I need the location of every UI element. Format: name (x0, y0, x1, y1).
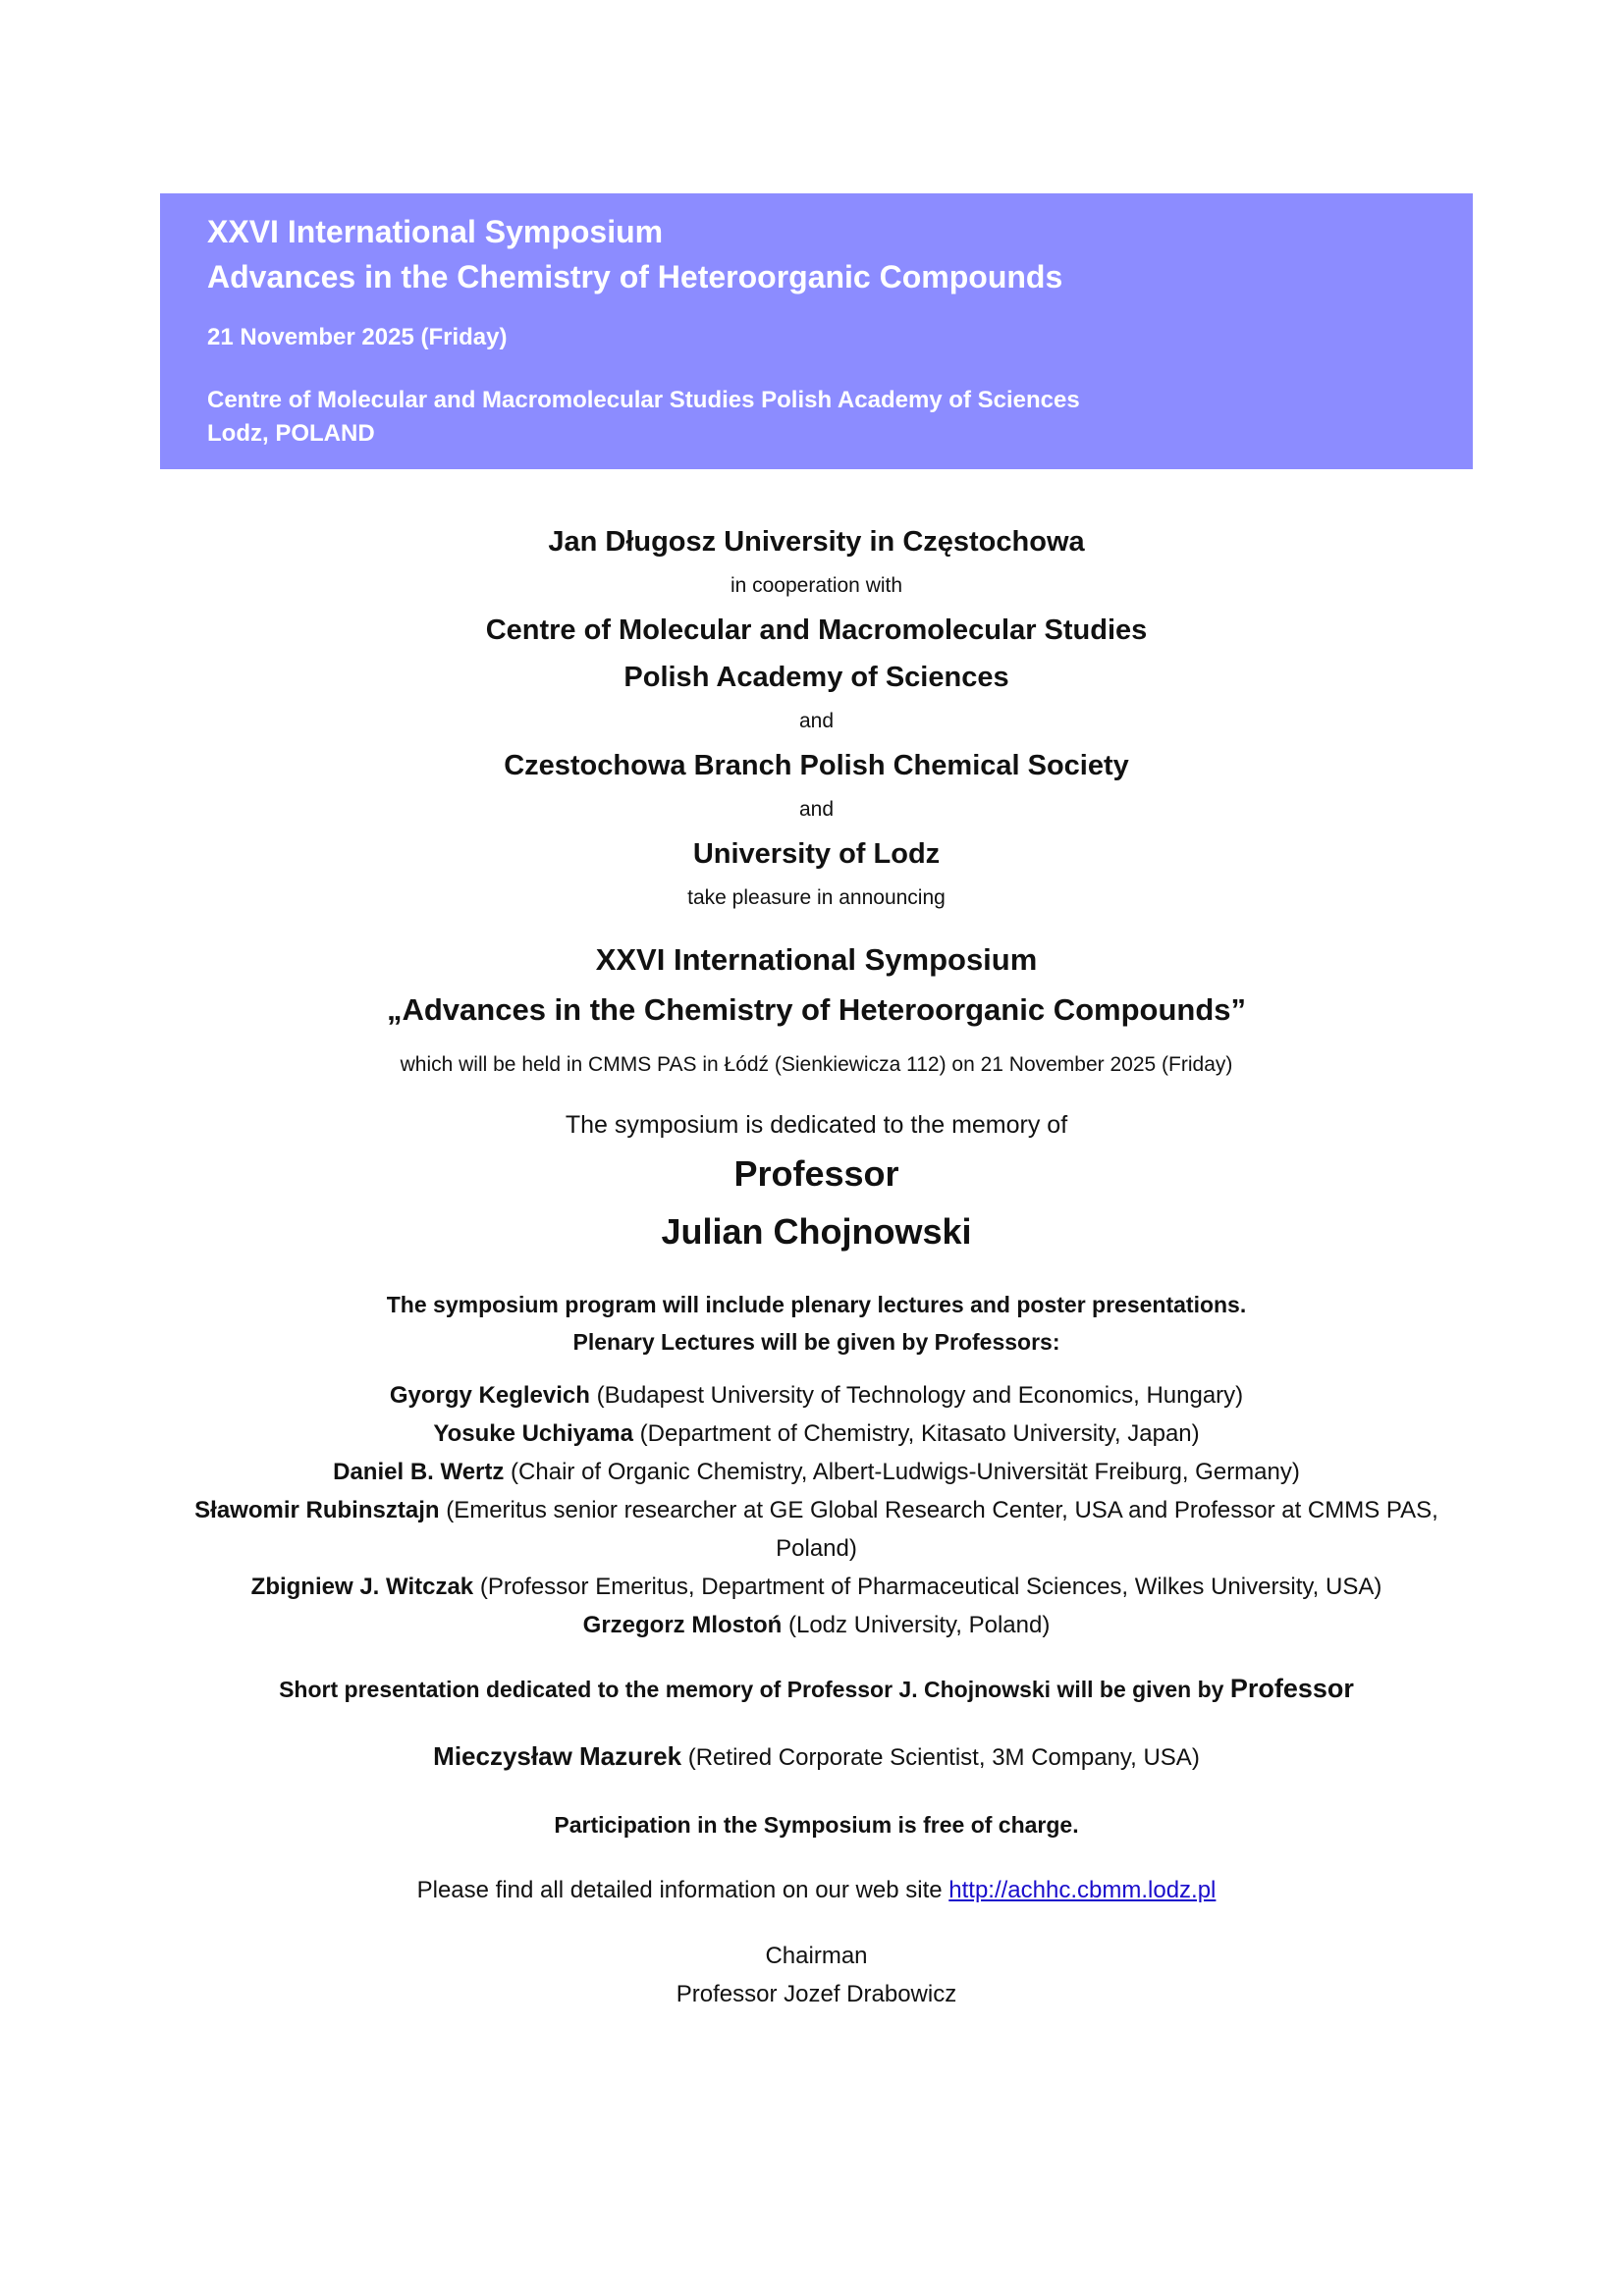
chairman-name: Professor Jozef Drabowicz (676, 1981, 957, 2007)
lecturer-item (160, 1606, 1473, 1644)
lecturer-affiliation: (Emeritus senior researcher at GE Global Research Center, USA and Professor at CMMS PAS, Poland) (439, 1497, 1438, 1562)
banner-title-line2: Advances in the Chemistry of Heteroorganic Compounds (207, 259, 1063, 294)
lecturer-name: Zbigniew J. Witczak (250, 1574, 474, 1600)
header-banner (160, 193, 1473, 469)
banner-venue-line2: Lodz, POLAND (207, 420, 375, 447)
short-presentation-title: Professor (1229, 1674, 1354, 1703)
organizer-2-line1: Centre of Molecular and Macromolecular Studies (485, 614, 1148, 646)
lecturer-affiliation: (Lodz University, Poland) (782, 1612, 1051, 1638)
speaker-affiliation: (Retired Corporate Scientist, 3M Company, USA) (681, 1744, 1200, 1771)
lecturer-item (160, 1491, 1473, 1568)
organizer-1: Jan Długosz University in Częstochowa (548, 526, 1085, 558)
website-text: Please find all detailed information on our web site (416, 1877, 949, 1903)
banner-title-line1: XXVI International Symposium (207, 214, 664, 249)
website-info (160, 1871, 1473, 1909)
short-presentation-speaker (160, 1737, 1473, 1777)
dedication-title: Professor (733, 1153, 899, 1194)
organizer-2-line2: Polish Academy of Sciences (623, 662, 1009, 693)
announcement-body (160, 518, 1473, 2013)
symposium-title-line1: XXVI International Symposium (595, 942, 1038, 977)
organizer-4: University of Lodz (692, 838, 941, 870)
lecturer-item (160, 1568, 1473, 1606)
and-text-2: and (798, 798, 835, 821)
lecturer-name: Grzegorz Mlostoń (582, 1612, 783, 1638)
lecturer-list (160, 1376, 1473, 1644)
program-line2: Plenary Lectures will be given by Professors: (572, 1329, 1060, 1355)
free-participation-text: Participation in the Symposium is free of charge. (554, 1812, 1079, 1838)
short-presentation-desc: Short presentation dedicated to the memory of Professor J. Chojnowski will be given by (279, 1677, 1224, 1702)
and-text-1: and (798, 710, 835, 732)
lecturer-affiliation: (Budapest University of Technology and Economics, Hungary) (589, 1382, 1244, 1409)
organizer-3: Czestochowa Branch Polish Chemical Society (504, 750, 1129, 781)
dedication-name: Julian Chojnowski (661, 1211, 972, 1252)
lecturer-name: Daniel B. Wertz (333, 1459, 505, 1485)
announce-text: take pleasure in announcing (687, 886, 946, 909)
short-presentation-text (160, 1670, 1473, 1708)
lecturer-name: Yosuke Uchiyama (433, 1420, 633, 1447)
lecturer-item (160, 1415, 1473, 1453)
lecturer-affiliation: (Professor Emeritus, Department of Pharmaceutical Sciences, Wilkes University, USA) (473, 1574, 1382, 1600)
lecturer-name: Gyorgy Keglevich (389, 1382, 590, 1409)
banner-date: 21 November 2025 (Friday) (207, 324, 508, 350)
banner-venue (207, 384, 1473, 451)
chairman-block (160, 1937, 1473, 2013)
lecturer-item (160, 1453, 1473, 1491)
banner-venue-line1: Centre of Molecular and Macromolecular Studies Polish Academy of Sciences (207, 387, 1080, 413)
program-line1: The symposium program will include plenary lectures and poster presentations. (386, 1292, 1247, 1317)
symposium-title-line2: „Advances in the Chemistry of Heteroorganic Compounds” (386, 992, 1247, 1027)
symposium-held-text: which will be held in CMMS PAS in Łódź (Sienkiewicza 112) on 21 November 2025 (Friday) (400, 1053, 1233, 1076)
lecturer-affiliation: (Chair of Organic Chemistry, Albert-Ludwigs-Universität Freiburg, Germany) (504, 1459, 1300, 1485)
lecturer-name: Sławomir Rubinsztajn (194, 1497, 440, 1523)
lecturer-affiliation: (Department of Chemistry, Kitasato University, Japan) (633, 1420, 1200, 1447)
cooperation-text: in cooperation with (730, 574, 903, 597)
speaker-name: Mieczysław Mazurek (433, 1741, 682, 1771)
chairman-role: Chairman (765, 1943, 868, 1969)
program-description (160, 1286, 1473, 1361)
dedication-intro: The symposium is dedicated to the memory of (565, 1111, 1068, 1139)
lecturer-item (160, 1376, 1473, 1415)
website-link[interactable]: http://achhc.cbmm.lodz.pl (948, 1877, 1217, 1903)
